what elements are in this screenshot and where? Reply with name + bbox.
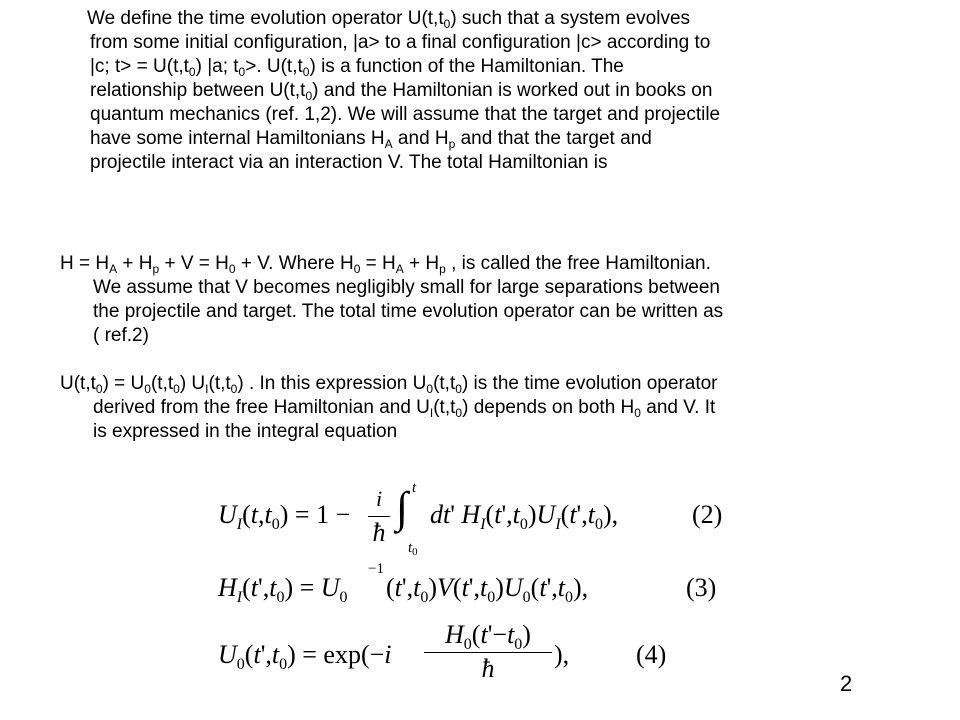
equation-number: (2) — [692, 500, 723, 529]
paragraph-total-hamiltonian — [60, 252, 895, 348]
paragraph-operator-factorization — [60, 372, 895, 444]
equation-number: (3) — [686, 573, 717, 602]
text-line: have some internal Hamiltonians $H_A$ and $H_p$ and that the target and — [90, 128, 652, 151]
paragraph-time-evolution-operator — [57, 7, 892, 175]
text-line: derived from the free Hamiltonian and $U_I(t,t_0)$ depends on both $H_0$ and V. It — [93, 397, 716, 420]
text-line: We define the time evolution operator $U(t,t_0)$ such that a system evolves — [87, 8, 691, 31]
text-line: the projectile and target. The total time evolution operator can be written as — [93, 301, 724, 322]
text-line: $H = H_A + H_p + V = H_0 + V$. Where $H_0 = H_A + H_p$ , is called the free Hamiltonian. — [60, 253, 711, 276]
equation-number: (4) — [636, 640, 667, 669]
text-line: We assume that V becomes negligibly small for large separations between — [93, 277, 720, 298]
text-line: is expressed in the integral equation — [93, 421, 398, 442]
text-line: $U(t,t_0) = U_0(t,t_0)$ $U_I(t,t_0)$ . In this expression $U_0(t,t_0)$ is the time evolution operator — [60, 373, 718, 396]
text-line: |c; $t> = U(t,t_0)$ |a; $t_0>$. $U(t,t_0)$ is a function of the Hamiltonian. The — [90, 56, 624, 79]
text-line: quantum mechanics (ref. 1,2). We will assume that the target and projectile — [90, 104, 721, 125]
text-line: from some initial configuration, |a> to a final configuration |c> according to — [90, 32, 711, 53]
page-number: 2 — [840, 671, 853, 696]
text-line: ( ref.2) — [93, 325, 149, 346]
text-line: projectile interact via an interaction V. The total Hamiltonian is — [90, 152, 608, 173]
text-line: relationship between $U(t,t_0)$ and the Hamiltonian is worked out in books on — [90, 80, 713, 103]
